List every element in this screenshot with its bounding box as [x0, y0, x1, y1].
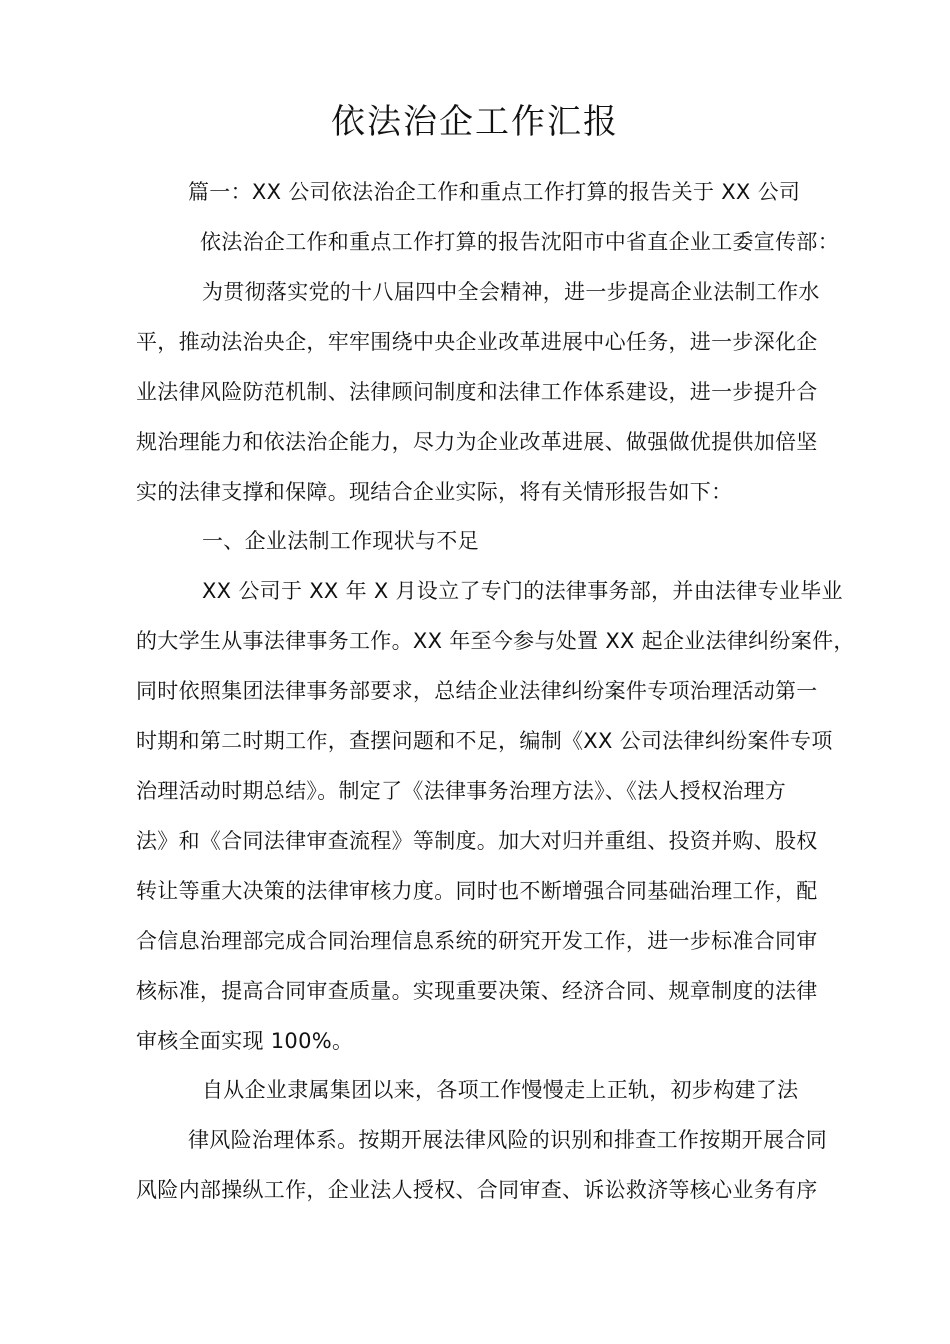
text-line: 依法治企工作和重点工作打算的报告沈阳市中省直企业工委宣传部： — [200, 230, 839, 254]
text-line: 同时依照集团法律事务部要求，总结企业法律纠纷案件专项治理活动第一 — [136, 679, 818, 703]
text-line: 自从企业隶属集团以来，各项工作慢慢走上正轨，初步构建了法 — [202, 1078, 799, 1102]
text-line: 篇一：XX 公司依法治企工作和重点工作打算的报告关于 XX 公司 — [188, 180, 801, 204]
text-line: 律风险治理体系。按期开展法律风险的识别和排查工作按期开展合同 — [188, 1128, 827, 1152]
text-line: 转让等重大决策的法律审核力度。同时也不断增强合同基础治理工作，配 — [136, 879, 818, 903]
section-heading: 一、企业法制工作现状与不足 — [202, 529, 479, 553]
text-line: 时期和第二时期工作，查摆问题和不足，编制《XX 公司法律纠纷案件专项 — [136, 729, 833, 753]
text-line: 审核全面实现 100%。 — [136, 1029, 354, 1053]
text-line: 治理活动时期总结》。制定了《法律事务治理方法》、《法人授权治理方 — [136, 779, 787, 803]
text-line: 实的法律支撑和保障。现结合企业实际，将有关情形报告如下： — [136, 480, 733, 504]
text-line: 规治理能力和依法治企能力，尽力为企业改革进展、做强做优提供加倍坚 — [136, 430, 818, 454]
text-line: 法》和《合同法律审查流程》等制度。加大对归并重组、投资并购、股权 — [136, 829, 818, 853]
text-line: XX 公司于 XX 年 X 月设立了专门的法律事务部，并由法律专业毕业 — [202, 579, 843, 603]
text-line: 的大学生从事法律事务工作。XX 年至今参与处置 XX 起企业法律纠纷案件， — [136, 629, 855, 653]
document-title: 依法治企工作汇报 — [331, 102, 619, 142]
text-line: 合信息治理部完成合同治理信息系统的研究开发工作，进一步标准合同审 — [136, 929, 818, 953]
text-line: 平，推动法治央企，牢牢围绕中央企业改革进展中心任务，进一步深化企 — [136, 330, 818, 354]
text-line: 风险内部操纵工作，企业法人授权、合同审查、诉讼救济等核心业务有序 — [136, 1178, 818, 1202]
text-line: 为贯彻落实党的十八届四中全会精神，进一步提高企业法制工作水 — [202, 280, 820, 304]
text-line: 业法律风险防范机制、法律顾问制度和法律工作体系建设，进一步提升合 — [136, 380, 818, 404]
text-line: 核标准，提高合同审查质量。实现重要决策、经济合同、规章制度的法律 — [136, 979, 818, 1003]
